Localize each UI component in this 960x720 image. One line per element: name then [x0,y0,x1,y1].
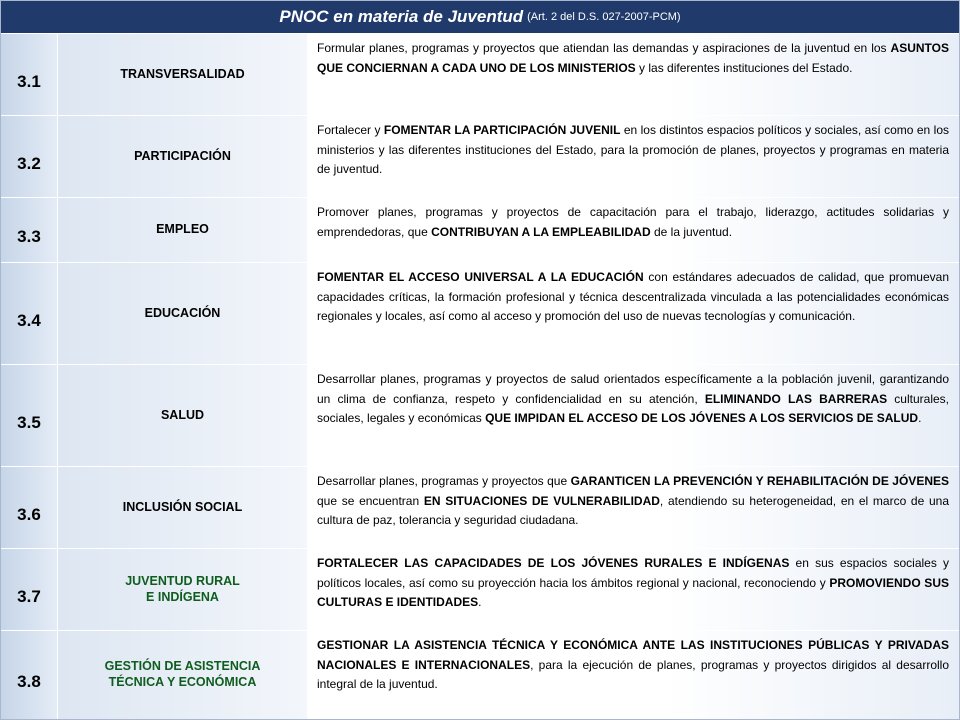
row-number: 3.4 [1,263,58,364]
table-row [1,263,959,365]
description-text: culturales, sociales, legales y económicas [317,391,949,425]
emphasis-text: FORTALECER LAS CAPACIDADES DE LOS JÓVENES RURALES E INDÍGENAS [317,556,790,570]
description-text: y las diferentes instituciones del Estado. [635,60,853,75]
row-topic: SALUD [58,365,308,466]
description-text: de la juventud. [650,224,733,239]
row-topic: GESTIÓN DE ASISTENCIA TÉCNICA Y ECONÓMICA [58,631,308,719]
emphasis-text: GARANTICEN LA PREVENCIÓN Y REHABILITACIÓN DE JÓVENES [570,474,949,488]
table-subtitle: (Art. 2 del D.S. 027-2007-PCM) [527,11,681,23]
description-text: Desarrollar planes, programas y proyectos de salud orientados específicamente a la población juvenil, garantizando un clima de confianza, respeto y confidencialidad en su atención, [317,372,949,406]
policy-table [1,34,959,719]
emphasis-text: ELIMINANDO LAS BARRERAS [704,391,888,406]
table-title: PNOC en materia de Juventud [279,7,524,26]
row-description [308,198,959,262]
row-topic: TRANSVERSALIDAD [58,34,308,115]
row-topic: EMPLEO [58,198,308,262]
emphasis-text: GESTIONAR LA ASISTENCIA TÉCNICA Y ECONÓMICA ANTE LAS INSTITUCIONES PÚBLICAS Y PRIVADAS NACIONALES E INTERNACIONALES [317,638,949,672]
emphasis-text: ASUNTOS QUE CONCIERNAN A CADA UNO DE LOS MINISTERIOS [317,41,949,75]
table-row [1,467,959,549]
description-text: . [478,595,482,609]
row-number: 3.6 [1,467,58,548]
row-description [308,116,959,197]
description-text: en sus espacios sociales y políticos locales, así como su proyección hacia los ámbitos regional y nacional, reconociendo y [317,556,950,590]
row-number: 3.3 [1,198,58,262]
description-text: que se encuentran [317,493,424,508]
description-text: con estándares adecuados de calidad, que promuevan capacidades críticas, la formación profesional y técnica descentralizada vinculada a las potencialidades económicas regionales y locales, así como al acceso y promoción del uso de nuevas tecnologías y comunicación. [317,270,950,323]
table-row [1,549,959,631]
row-description [308,467,959,548]
description-text: Promover planes, programas y proyectos de capacitación para el trabajo, liderazgo, actitudes solidarias y emprendedoras, que [317,205,949,239]
row-number: 3.7 [1,549,58,630]
emphasis-text: PROMOVIENDO SUS CULTURAS E IDENTIDADES [317,575,949,609]
description-text: Desarrollar planes, programas y proyectos que [317,474,571,488]
row-topic: EDUCACIÓN [58,263,308,364]
row-description [308,549,959,630]
table-row [1,365,959,467]
emphasis-text: FOMENTAR EL ACCESO UNIVERSAL A LA EDUCACIÓN [317,270,644,284]
row-topic: INCLUSIÓN SOCIAL [58,467,308,548]
emphasis-text: QUE IMPIDAN EL ACCESO DE LOS JÓVENES A LOS SERVICIOS DE SALUD [485,411,919,425]
description-text: Fortalecer y [317,123,384,137]
row-description [308,34,959,115]
emphasis-text: CONTRIBUYAN A LA EMPLEABILIDAD [431,224,651,239]
row-description [308,365,959,466]
table-row [1,631,959,719]
row-number: 3.5 [1,365,58,466]
row-number: 3.1 [1,34,58,115]
row-number: 3.8 [1,631,58,719]
row-number: 3.2 [1,116,58,197]
table-header [1,1,959,34]
table-row [1,198,959,263]
emphasis-text: FOMENTAR LA PARTICIPACIÓN JUVENIL [383,123,621,137]
table-row [1,116,959,198]
row-topic: JUVENTUD RURAL E INDÍGENA [58,549,308,630]
description-text: , atendiendo su heterogeneidad, en el marco de una cultura de paz, tolerancia y seguridad ciudadana. [317,493,949,527]
row-topic: PARTICIPACIÓN [58,116,308,197]
emphasis-text: EN SITUACIONES DE VULNERABILIDAD [423,493,660,508]
row-description [308,631,959,719]
description-text: Formular planes, programas y proyectos que atiendan las demandas y aspiraciones de la juventud en los [317,41,891,55]
description-text: . [918,411,922,425]
description-text: , para la ejecución de planes, programas y proyectos dirigidos al desarrollo integral de la juventud. [317,657,950,691]
description-text: en los distintos espacios políticos y sociales, así como en los ministerios y las diferentes instituciones del Estado, para la promoción de planes, proyectos y programas en materia de juventud. [317,123,949,176]
table-row [1,34,959,116]
row-description [308,263,959,364]
